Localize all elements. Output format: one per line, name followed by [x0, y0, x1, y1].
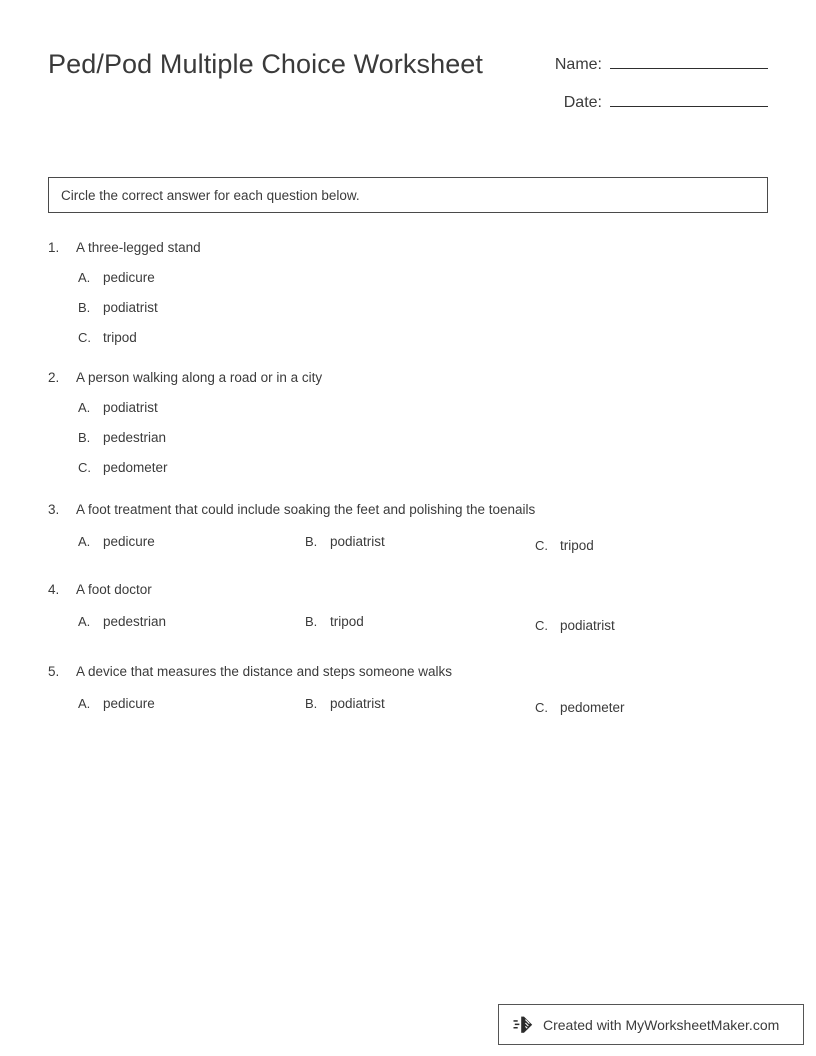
option-text: pedicure [103, 696, 155, 711]
option-text: pedometer [560, 700, 625, 715]
question-item [0, 580, 816, 648]
created-with-badge[interactable] [498, 1004, 804, 1045]
option-text: podiatrist [330, 534, 385, 549]
answer-option[interactable] [78, 534, 155, 549]
answer-options [48, 696, 776, 730]
name-field-label: Name: [554, 56, 602, 73]
option-letter: A. [78, 400, 91, 415]
question-text: A person walking along a road or in a city [76, 370, 323, 385]
option-letter: B. [305, 696, 318, 711]
question-text: A device that measures the distance and steps someone walks [76, 664, 452, 679]
instruction-text: Circle the correct answer for each question below. [61, 187, 360, 203]
answer-option[interactable] [305, 614, 364, 629]
answer-options [48, 270, 776, 360]
question-heading [48, 238, 776, 258]
question-heading [48, 500, 776, 520]
answer-options [48, 400, 776, 490]
question-heading [48, 368, 776, 388]
option-letter: A. [78, 534, 91, 549]
page-title: Ped/Pod Multiple Choice Worksheet [48, 49, 484, 79]
answer-option[interactable] [78, 400, 776, 430]
questions-list [0, 238, 816, 730]
option-text: pedestrian [103, 614, 167, 629]
answer-option[interactable] [78, 430, 776, 460]
answer-option[interactable] [78, 460, 776, 490]
answer-option[interactable] [78, 270, 776, 300]
question-item [0, 500, 816, 568]
answer-options [48, 614, 776, 648]
worksheet-header [48, 44, 768, 144]
answer-option[interactable] [78, 696, 155, 711]
option-letter: C. [78, 460, 91, 475]
option-text: podiatrist [560, 618, 615, 633]
option-text: podiatrist [103, 300, 158, 315]
option-letter: A. [78, 614, 91, 629]
question-item [0, 238, 816, 360]
question-number: 1. [48, 240, 60, 255]
option-letter: C. [535, 538, 548, 553]
answer-option[interactable] [78, 300, 776, 330]
date-field-label: Date: [563, 94, 602, 111]
answer-option[interactable] [535, 700, 625, 715]
question-item [0, 662, 816, 730]
option-text: tripod [330, 614, 364, 629]
answer-option[interactable] [78, 330, 776, 360]
option-text: pedicure [103, 270, 155, 285]
option-letter: C. [535, 700, 548, 715]
option-letter: C. [535, 618, 548, 633]
option-letter: B. [78, 430, 91, 445]
option-letter: A. [78, 696, 91, 711]
question-number: 4. [48, 582, 60, 597]
date-field-line[interactable] [610, 88, 768, 107]
question-number: 2. [48, 370, 60, 385]
answer-option[interactable] [305, 696, 385, 711]
option-letter: B. [305, 534, 318, 549]
option-text: podiatrist [103, 400, 158, 415]
option-text: tripod [560, 538, 594, 553]
answer-option[interactable] [305, 534, 385, 549]
option-letter: A. [78, 270, 91, 285]
name-field-row [486, 50, 768, 88]
name-field-line[interactable] [610, 50, 768, 69]
instruction-box [48, 177, 768, 213]
option-text: tripod [103, 330, 137, 345]
option-letter: C. [78, 330, 91, 345]
answer-option[interactable] [535, 538, 594, 553]
question-item [0, 368, 816, 490]
answer-options [48, 534, 776, 568]
option-letter: B. [78, 300, 91, 315]
question-text: A three-legged stand [76, 240, 201, 255]
question-heading [48, 580, 776, 600]
question-number: 5. [48, 664, 60, 679]
question-heading [48, 662, 776, 682]
option-text: pedometer [103, 460, 168, 475]
date-field-row [486, 88, 768, 126]
option-letter: B. [305, 614, 318, 629]
option-text: podiatrist [330, 696, 385, 711]
student-info-fields [486, 50, 768, 126]
answer-option[interactable] [535, 618, 615, 633]
worksheet-maker-logo-icon [513, 1014, 535, 1036]
answer-option[interactable] [78, 614, 166, 629]
option-text: pedicure [103, 534, 155, 549]
question-text: A foot doctor [76, 582, 152, 597]
option-text: pedestrian [103, 430, 167, 445]
question-text: A foot treatment that could include soaking the feet and polishing the toenails [76, 502, 536, 517]
created-with-text: Created with MyWorksheetMaker.com [543, 1016, 780, 1033]
question-number: 3. [48, 502, 60, 517]
